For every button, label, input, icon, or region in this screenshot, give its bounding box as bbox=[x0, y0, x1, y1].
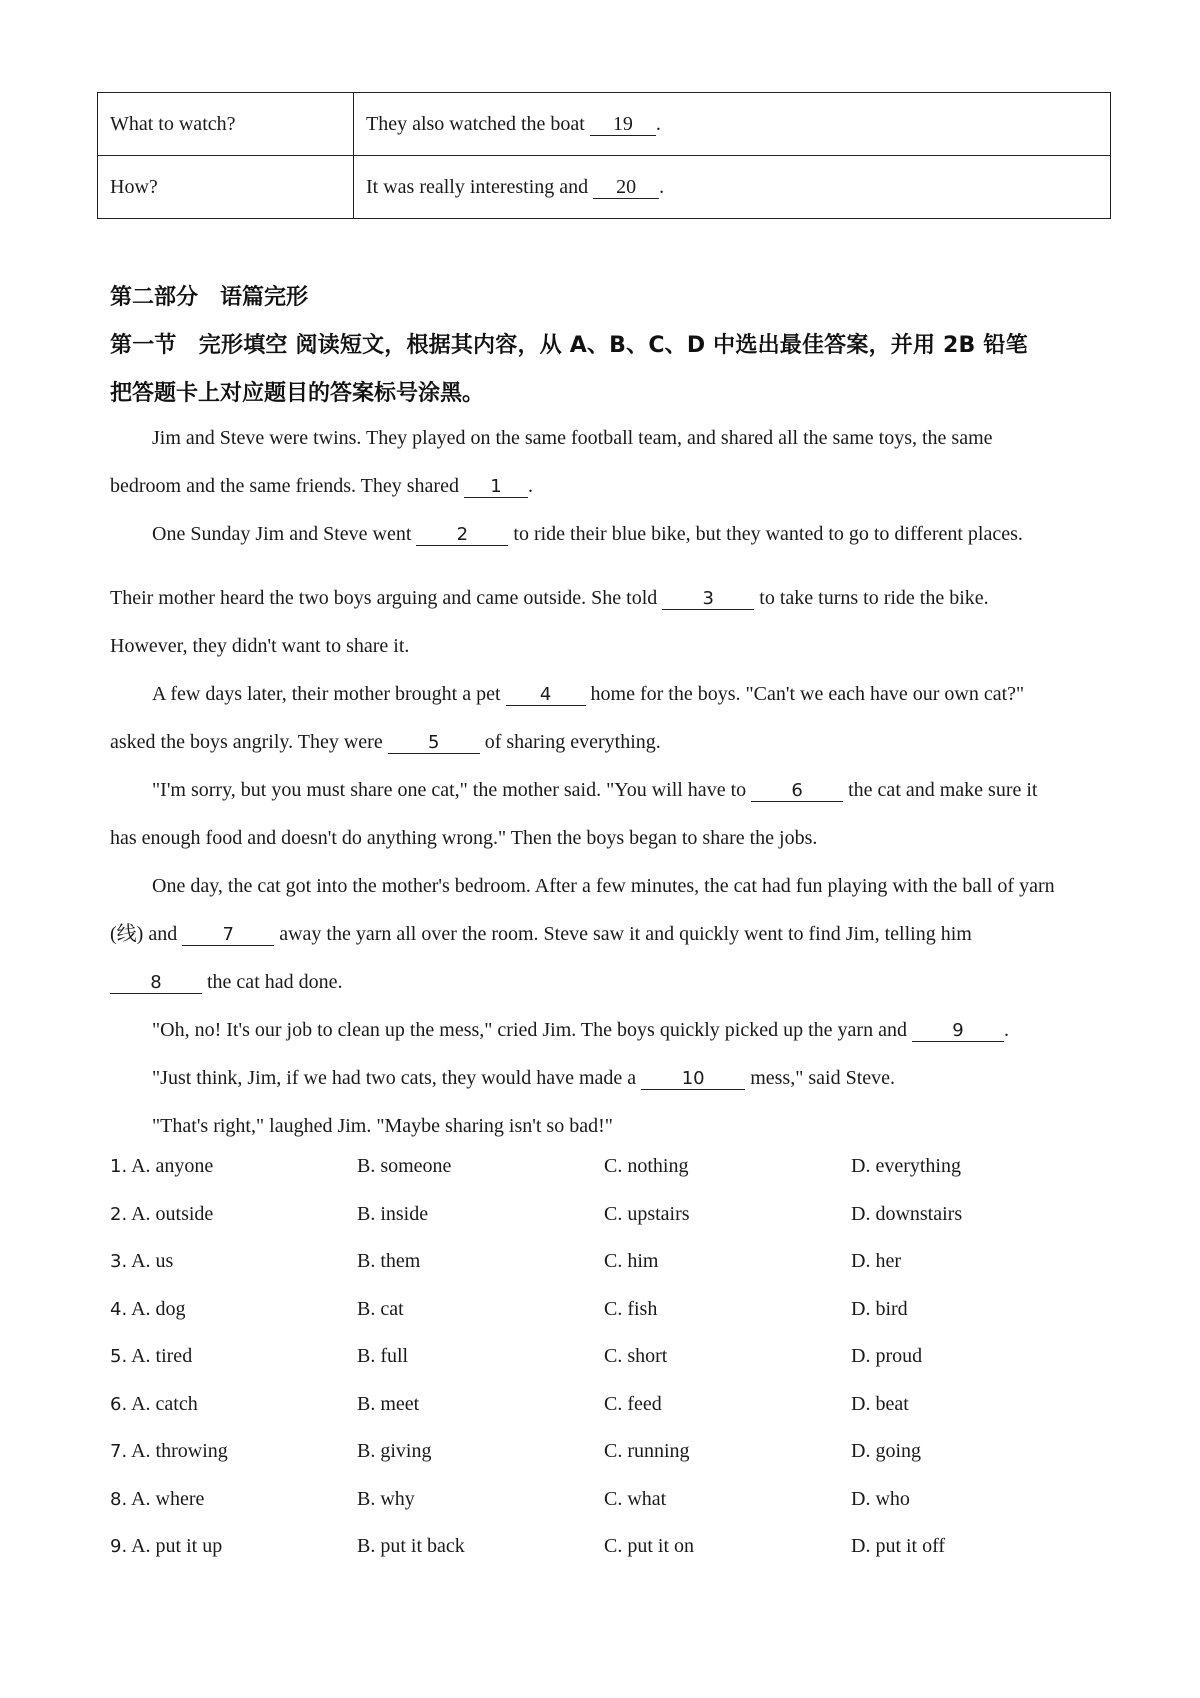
answer-blank-5[interactable]: 5 bbox=[388, 734, 480, 754]
option-a bbox=[110, 1488, 357, 1511]
option-a bbox=[110, 1393, 357, 1416]
passage-text: . bbox=[527, 475, 533, 497]
option-d[interactable]: D. bird bbox=[851, 1297, 908, 1320]
option-a-text[interactable]: A. dog bbox=[131, 1297, 186, 1320]
answer-blank-10[interactable]: 10 bbox=[641, 1070, 745, 1090]
question-number: 9. bbox=[110, 1536, 128, 1558]
answer-blank-9[interactable]: 9 bbox=[912, 1022, 1004, 1042]
option-a bbox=[110, 1298, 357, 1321]
option-a-text[interactable]: A. outside bbox=[131, 1202, 214, 1225]
passage-text: the cat and make sure it bbox=[848, 779, 1038, 801]
option-c[interactable]: C. running bbox=[604, 1440, 690, 1463]
passage-text: home for the boys. "Can't we each have our own cat?" bbox=[590, 683, 1025, 705]
answer-blank-6[interactable]: 6 bbox=[751, 782, 843, 802]
option-a-text[interactable]: A. anyone bbox=[131, 1155, 214, 1178]
option-b[interactable]: B. inside bbox=[357, 1202, 429, 1225]
passage-text: mess," said Steve. bbox=[750, 1067, 896, 1089]
passage-line bbox=[152, 520, 1152, 548]
option-b[interactable]: B. them bbox=[357, 1250, 421, 1273]
table-cell bbox=[354, 156, 1111, 219]
passage-line: One day, the cat got into the mother's bedroom. After a few minutes, the cat had fun playing with the ball of yarn bbox=[152, 875, 1055, 897]
answer-blank-4[interactable]: 4 bbox=[506, 686, 586, 706]
option-d[interactable]: D. beat bbox=[851, 1392, 909, 1415]
option-a bbox=[110, 1345, 357, 1368]
option-b[interactable]: B. meet bbox=[357, 1392, 420, 1415]
passage-text: (线) and bbox=[110, 923, 178, 945]
option-c[interactable]: C. feed bbox=[604, 1392, 662, 1415]
option-row bbox=[110, 1286, 1110, 1334]
passage-line: has enough food and doesn't do anything wrong." Then the boys began to share the jobs. bbox=[110, 827, 818, 849]
passage-text: "I'm sorry, but you must share one cat," the mother said. "You will have to bbox=[152, 779, 747, 801]
instruction-line: 第一节 完形填空 阅读短文，根据其内容，从 A、B、C、D 中选出最佳答案，并用 2B 铅笔 bbox=[110, 333, 1028, 358]
answer-blank-3[interactable]: 3 bbox=[662, 590, 754, 610]
passage-text: . bbox=[1003, 1019, 1009, 1041]
passage-text: Their mother heard the two boys arguing and came outside. She told bbox=[110, 587, 658, 609]
option-b[interactable]: B. someone bbox=[357, 1155, 452, 1178]
passage-text: "Just think, Jim, if we had two cats, they would have made a bbox=[152, 1067, 637, 1089]
passage-text: the cat had done. bbox=[207, 971, 343, 993]
option-a-text[interactable]: A. put it up bbox=[131, 1535, 223, 1558]
option-a bbox=[110, 1155, 357, 1178]
option-c[interactable]: C. nothing bbox=[604, 1155, 689, 1178]
option-row bbox=[110, 1523, 1110, 1571]
option-c[interactable]: C. upstairs bbox=[604, 1202, 690, 1225]
question-number: 2. bbox=[110, 1203, 128, 1225]
option-c[interactable]: C. put it on bbox=[604, 1535, 695, 1558]
passage-text: of sharing everything. bbox=[484, 731, 661, 753]
option-row bbox=[110, 1238, 1110, 1286]
passage-line bbox=[152, 776, 1152, 804]
passage-line bbox=[110, 728, 1110, 756]
option-a bbox=[110, 1440, 357, 1463]
passage-line bbox=[110, 472, 1110, 500]
option-b[interactable]: B. cat bbox=[357, 1297, 404, 1320]
passage-line bbox=[152, 680, 1152, 708]
passage-line: However, they didn't want to share it. bbox=[110, 635, 410, 657]
answer-blank-2[interactable]: 2 bbox=[416, 526, 508, 546]
option-row bbox=[110, 1143, 1110, 1191]
passage-text: A few days later, their mother brought a pet bbox=[152, 683, 501, 705]
option-d[interactable]: D. going bbox=[851, 1440, 921, 1463]
passage-text: asked the boys angrily. They were bbox=[110, 731, 383, 753]
option-a-text[interactable]: A. tired bbox=[131, 1345, 193, 1368]
answer-blank[interactable]: 19 bbox=[590, 114, 656, 136]
table-end: . bbox=[659, 175, 665, 198]
option-a bbox=[110, 1535, 357, 1558]
answer-blank-1[interactable]: 1 bbox=[464, 478, 528, 498]
table-text: They also watched the boat bbox=[366, 112, 585, 135]
option-a-text[interactable]: A. where bbox=[131, 1487, 205, 1510]
passage-line bbox=[110, 584, 1110, 612]
option-a-text[interactable]: A. throwing bbox=[131, 1440, 228, 1463]
option-b[interactable]: B. giving bbox=[357, 1440, 432, 1463]
passage-text: bedroom and the same friends. They shared bbox=[110, 475, 459, 497]
table-label: What to watch? bbox=[98, 93, 354, 156]
option-d[interactable]: D. put it off bbox=[851, 1535, 946, 1558]
option-a-text[interactable]: A. catch bbox=[131, 1392, 198, 1415]
passage-line bbox=[110, 968, 1110, 996]
option-c[interactable]: C. short bbox=[604, 1345, 668, 1368]
passage-line: Jim and Steve were twins. They played on the same football team, and shared all the same toys, the same bbox=[152, 427, 993, 449]
passage-text: to ride their blue bike, but they wanted to go to different places. bbox=[513, 523, 1023, 545]
option-d[interactable]: D. who bbox=[851, 1487, 910, 1510]
question-number: 7. bbox=[110, 1441, 128, 1463]
answer-blank[interactable]: 20 bbox=[593, 177, 659, 199]
option-d[interactable]: D. her bbox=[851, 1250, 901, 1273]
table-label: How? bbox=[98, 156, 354, 219]
table-text: It was really interesting and bbox=[366, 175, 589, 198]
question-number: 3. bbox=[110, 1251, 128, 1273]
option-b[interactable]: B. put it back bbox=[357, 1535, 465, 1558]
question-number: 5. bbox=[110, 1346, 128, 1368]
option-row bbox=[110, 1381, 1110, 1429]
option-d[interactable]: D. proud bbox=[851, 1345, 923, 1368]
answer-blank-7[interactable]: 7 bbox=[182, 926, 274, 946]
option-a bbox=[110, 1203, 357, 1226]
question-number: 4. bbox=[110, 1298, 128, 1320]
option-c[interactable]: C. fish bbox=[604, 1297, 658, 1320]
passage-line bbox=[110, 920, 1110, 948]
question-number: 6. bbox=[110, 1393, 128, 1415]
option-a bbox=[110, 1250, 357, 1273]
passage-text: to take turns to ride the bike. bbox=[759, 587, 989, 609]
option-b[interactable]: B. why bbox=[357, 1487, 415, 1510]
passage-line bbox=[152, 1016, 1152, 1044]
passage-line bbox=[152, 1064, 1152, 1092]
option-row bbox=[110, 1476, 1110, 1524]
table-cell bbox=[354, 93, 1111, 156]
table-row bbox=[98, 93, 1111, 156]
part-title: 第二部分 语篇完形 bbox=[110, 285, 309, 310]
option-c[interactable]: C. what bbox=[604, 1487, 667, 1510]
option-row bbox=[110, 1191, 1110, 1239]
passage-text: away the yarn all over the room. Steve saw it and quickly went to find Jim, telling him bbox=[279, 923, 972, 945]
table-end: . bbox=[655, 112, 661, 135]
option-b[interactable]: B. full bbox=[357, 1345, 409, 1368]
option-d[interactable]: D. downstairs bbox=[851, 1202, 963, 1225]
instruction-line: 把答题卡上对应题目的答案标号涂黑。 bbox=[110, 381, 485, 406]
option-row bbox=[110, 1333, 1110, 1381]
option-a-text[interactable]: A. us bbox=[131, 1250, 174, 1273]
option-d[interactable]: D. everything bbox=[851, 1155, 961, 1178]
answer-blank-8[interactable]: 8 bbox=[110, 974, 202, 994]
options-list bbox=[110, 1143, 1110, 1571]
question-number: 8. bbox=[110, 1488, 128, 1510]
table-row bbox=[98, 156, 1111, 219]
option-row bbox=[110, 1428, 1110, 1476]
passage-text: "Oh, no! It's our job to clean up the mess," cried Jim. The boys quickly picked up the yarn and bbox=[152, 1019, 907, 1041]
passage-text: One Sunday Jim and Steve went bbox=[152, 523, 412, 545]
passage-line: "That's right," laughed Jim. "Maybe sharing isn't so bad!" bbox=[152, 1115, 613, 1137]
option-c[interactable]: C. him bbox=[604, 1250, 659, 1273]
question-number: 1. bbox=[110, 1156, 128, 1178]
info-table bbox=[97, 92, 1111, 219]
